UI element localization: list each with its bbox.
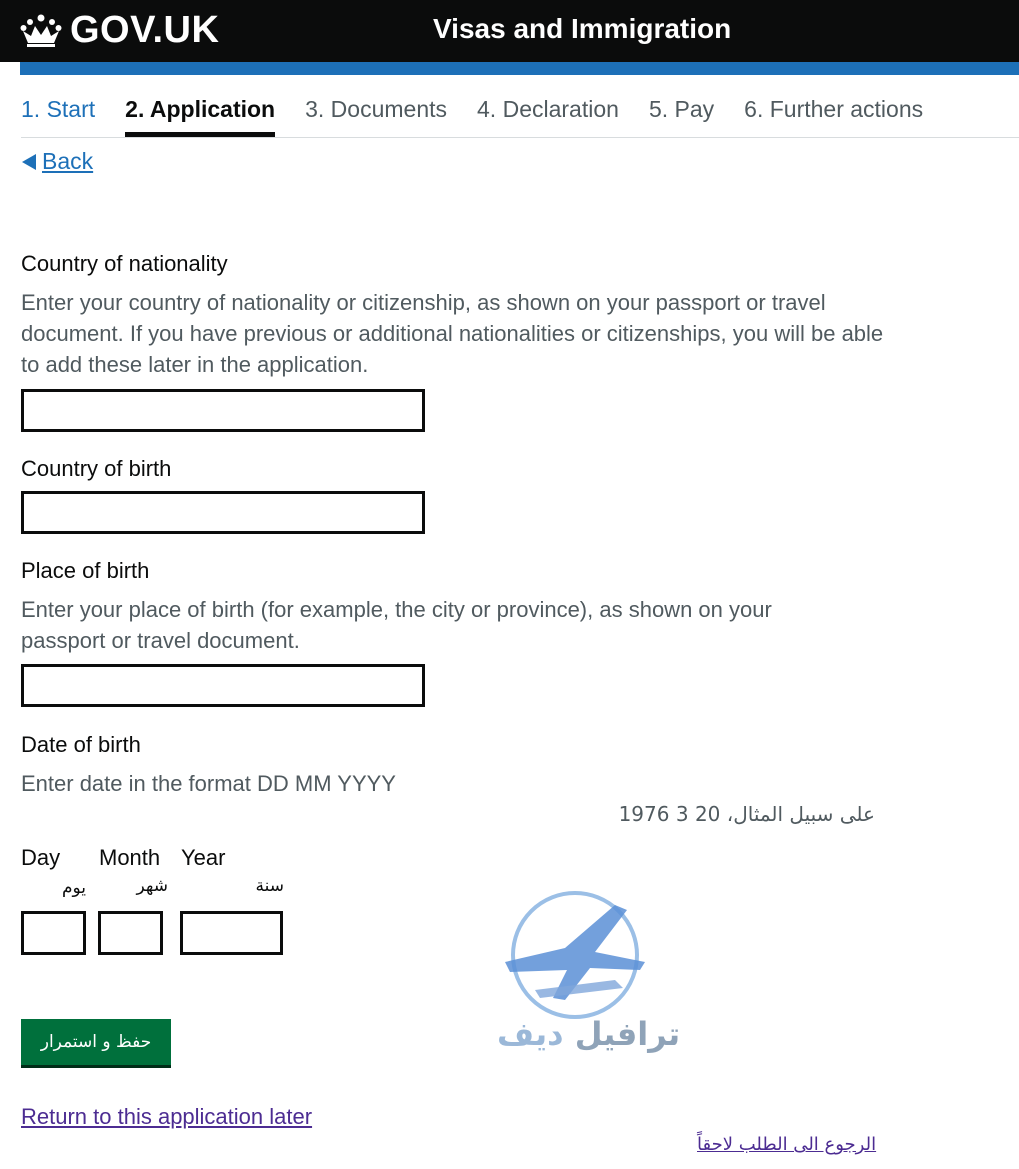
year-arabic-label: سنة bbox=[255, 876, 284, 896]
return-later-link-arabic[interactable]: الرجوع الى الطلب لاحقاً bbox=[697, 1134, 877, 1155]
day-arabic-label: يوم bbox=[61, 878, 86, 898]
logo-text: GOV.UK bbox=[70, 8, 220, 51]
year-label: Year bbox=[181, 845, 226, 870]
day-input[interactable] bbox=[21, 911, 86, 955]
back-link-text: Back bbox=[42, 148, 94, 174]
site-header bbox=[0, 0, 1019, 62]
day-label: Day bbox=[21, 845, 61, 870]
govuk-logo[interactable] bbox=[20, 8, 219, 52]
back-link[interactable] bbox=[22, 148, 93, 175]
back-arrow-icon bbox=[22, 154, 36, 170]
step-further-actions: 6. Further actions bbox=[744, 96, 924, 122]
watermark-text-b: ديف bbox=[497, 1015, 564, 1053]
month-arabic-label: شهر bbox=[136, 876, 168, 896]
year-input[interactable] bbox=[180, 911, 283, 955]
step-pay: 5. Pay bbox=[648, 96, 715, 122]
crown-icon bbox=[20, 13, 62, 47]
date-example-arabic: على سبيل المثال، 20 3 1976 bbox=[618, 802, 875, 826]
month-label: Month bbox=[99, 845, 161, 870]
header-blue-bar bbox=[20, 62, 1019, 75]
country-of-birth-input[interactable] bbox=[21, 491, 425, 534]
nationality-label: Country of nationality bbox=[21, 251, 228, 276]
step-documents: 3. Documents bbox=[305, 96, 448, 122]
save-and-continue-button[interactable]: حفظ و استمرار bbox=[21, 1019, 171, 1065]
place-of-birth-hint: Enter your place of birth (for example, the city or province), as shown on your passport or travel document. bbox=[21, 597, 772, 653]
country-of-birth-label: Country of birth bbox=[21, 456, 172, 481]
step-application: 2. Application bbox=[125, 96, 275, 137]
place-of-birth-input[interactable] bbox=[21, 664, 425, 707]
service-name[interactable]: Visas and Immigration bbox=[433, 13, 732, 44]
place-of-birth-label: Place of birth bbox=[21, 558, 150, 583]
progress-steps bbox=[21, 96, 953, 138]
watermark-text bbox=[497, 1015, 680, 1053]
date-of-birth-hint: Enter date in the format DD MM YYYY bbox=[21, 771, 396, 796]
nationality-input[interactable] bbox=[21, 389, 425, 432]
step-declaration: 4. Declaration bbox=[477, 96, 619, 122]
return-later-link[interactable]: Return to this application later bbox=[21, 1104, 313, 1129]
date-of-birth-label: Date of birth bbox=[21, 732, 141, 757]
watermark-text-a: ترافيل bbox=[574, 1015, 681, 1053]
month-input[interactable] bbox=[98, 911, 163, 955]
nationality-hint: Enter your country of nationality or citizenship, as shown on your passport or travel document. If you have previous or additional nationalities or citizenships, you will be able to add these later in the application. bbox=[21, 290, 884, 377]
steps-divider bbox=[21, 137, 1019, 138]
step-start[interactable]: 1. Start bbox=[21, 96, 96, 122]
